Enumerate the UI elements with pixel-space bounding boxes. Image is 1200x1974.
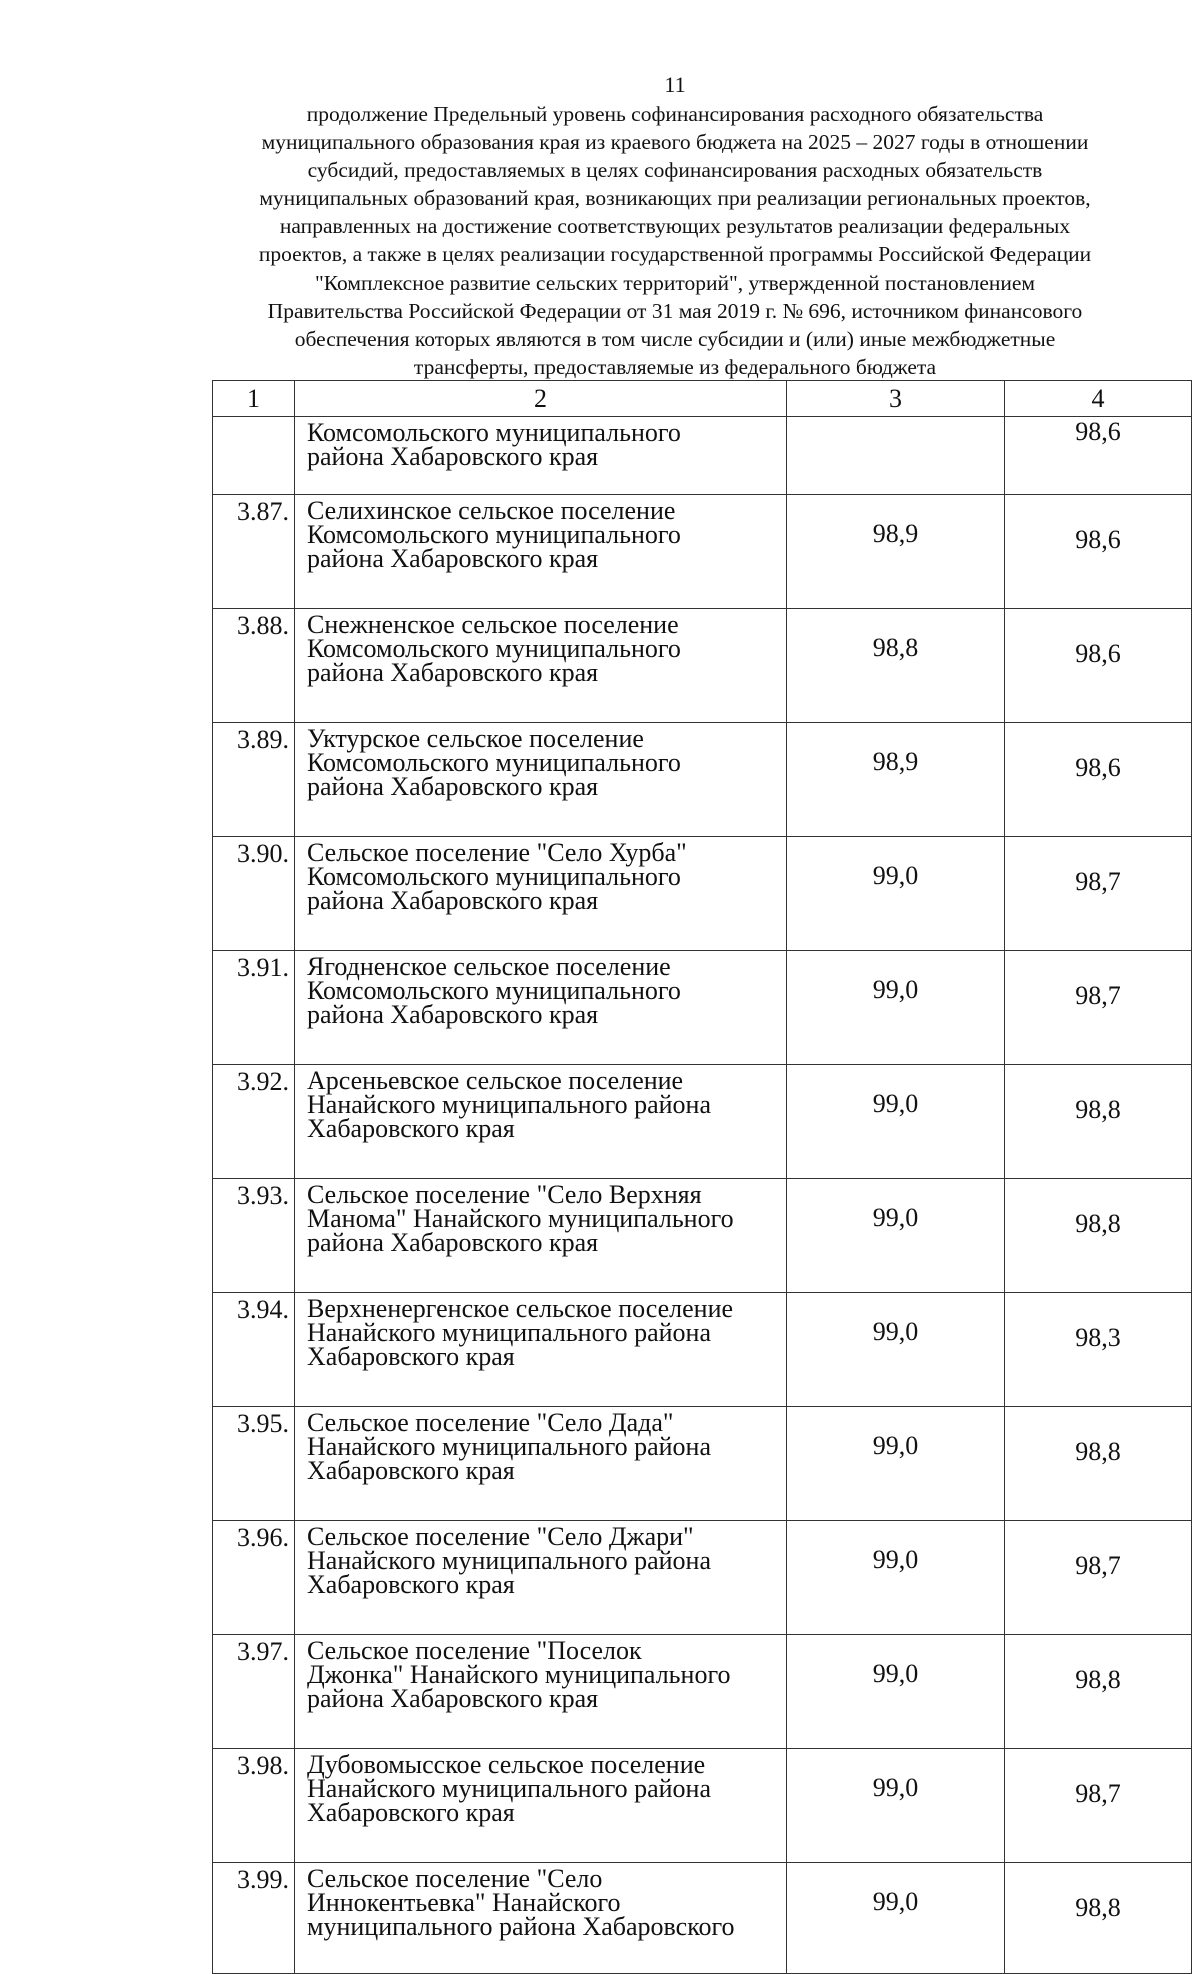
- municipality-name-line: Хабаровского края: [307, 1570, 515, 1599]
- row-number: 3.99.: [213, 1863, 295, 1974]
- municipality-name-line: Арсеньевское сельское поселение: [307, 1066, 684, 1095]
- column-header: 2: [295, 381, 787, 417]
- municipality-name-line: Уктурское сельское поселение: [307, 724, 644, 753]
- municipality-name: [295, 1065, 787, 1179]
- municipality-name-line: Манома" Нанайского муниципального: [307, 1204, 734, 1233]
- municipality-name-line: Сельское поселение "Село Хурба": [307, 838, 687, 867]
- municipality-name-line: Хабаровского края: [307, 1114, 515, 1143]
- municipality-name-line: Хабаровского края: [307, 1798, 515, 1827]
- page-number: 11: [664, 72, 686, 97]
- value-col4: 98,7: [1005, 1521, 1192, 1635]
- value-col4: 98,8: [1005, 1179, 1192, 1293]
- table-row: [213, 417, 1192, 495]
- municipality-name-line: Нанайского муниципального района: [307, 1546, 712, 1575]
- municipality-name: [295, 723, 787, 837]
- row-number: 3.97.: [213, 1635, 295, 1749]
- heading-line: муниципального образования края из краевого бюджета на 2025 – 2027 годы в отношении: [261, 130, 1089, 155]
- table-row: [213, 1863, 1192, 1974]
- value-col3: 99,0: [787, 1749, 1005, 1863]
- municipality-name-line: Комсомольского муниципального: [307, 634, 681, 663]
- heading-line: проектов, а также в целях реализации государственной программы Российской Федерации: [258, 242, 1092, 267]
- table-header-row: [213, 381, 1192, 417]
- municipality-name-line: района Хабаровского края: [307, 772, 599, 801]
- value-col4: 98,7: [1005, 951, 1192, 1065]
- municipality-name: [295, 1293, 787, 1407]
- municipality-name-line: Ягодненское сельское поселение: [307, 952, 671, 981]
- table-row: [213, 1521, 1192, 1635]
- value-col3: 99,0: [787, 1407, 1005, 1521]
- municipality-name-line: Сельское поселение "Село Дада": [307, 1408, 674, 1437]
- municipality-name-line: Нанайского муниципального района: [307, 1090, 712, 1119]
- value-col3: 99,0: [787, 1179, 1005, 1293]
- value-col4: 98,7: [1005, 1749, 1192, 1863]
- municipality-name-line: Сельское поселение "Село Верхняя: [307, 1180, 702, 1209]
- row-number: 3.92.: [213, 1065, 295, 1179]
- document-heading: [200, 100, 1150, 381]
- municipality-name-line: Хабаровского края: [307, 1342, 515, 1371]
- table-row: [213, 837, 1192, 951]
- municipality-name-line: района Хабаровского края: [307, 658, 599, 687]
- municipality-name: [295, 1863, 787, 1974]
- value-col4: 98,8: [1005, 1863, 1192, 1974]
- value-col3: 99,0: [787, 1293, 1005, 1407]
- row-number: 3.98.: [213, 1749, 295, 1863]
- value-col4: 98,6: [1005, 417, 1192, 495]
- municipality-name-line: Нанайского муниципального района: [307, 1432, 712, 1461]
- municipality-name: [295, 1521, 787, 1635]
- municipality-name-line: района Хабаровского края: [307, 1000, 599, 1029]
- heading-line: направленных на достижение соответствующих результатов реализации федеральных: [279, 214, 1071, 239]
- value-col4: 98,8: [1005, 1635, 1192, 1749]
- municipality-name-line: Комсомольского муниципального: [307, 418, 681, 447]
- municipality-name-line: Джонка" Нанайского муниципального: [307, 1660, 731, 1689]
- table-row: [213, 1407, 1192, 1521]
- table-row: [213, 1635, 1192, 1749]
- municipality-name-line: района Хабаровского края: [307, 1684, 599, 1713]
- table-row: [213, 951, 1192, 1065]
- row-number: 3.87.: [213, 495, 295, 609]
- value-col3: 98,8: [787, 609, 1005, 723]
- municipality-name: [295, 1635, 787, 1749]
- column-header: 3: [787, 381, 1005, 417]
- row-number: [213, 417, 295, 495]
- column-header: 1: [213, 381, 295, 417]
- row-number: 3.90.: [213, 837, 295, 951]
- municipality-name: [295, 1749, 787, 1863]
- value-col3: 98,9: [787, 723, 1005, 837]
- value-col3: 99,0: [787, 1635, 1005, 1749]
- municipality-name-line: Нанайского муниципального района: [307, 1774, 712, 1803]
- municipality-name-line: района Хабаровского края: [307, 544, 599, 573]
- row-number: 3.89.: [213, 723, 295, 837]
- heading-line: субсидий, предоставляемых в целях софинансирования расходных обязательств: [307, 158, 1043, 183]
- table-row: [213, 1179, 1192, 1293]
- value-col4: 98,8: [1005, 1065, 1192, 1179]
- heading-line: трансферты, предоставляемые из федерального бюджета: [413, 354, 937, 379]
- value-col4: 98,7: [1005, 837, 1192, 951]
- municipality-name-line: Верхненергенское сельское поселение: [307, 1294, 734, 1323]
- table-row: [213, 609, 1192, 723]
- municipality-name: [295, 495, 787, 609]
- municipality-name: [295, 609, 787, 723]
- municipality-name: [295, 417, 787, 495]
- value-col3: 99,0: [787, 1863, 1005, 1974]
- table-row: [213, 495, 1192, 609]
- municipality-name-line: Сельское поселение "Поселок: [307, 1636, 642, 1665]
- table-row: [213, 723, 1192, 837]
- municipality-name-line: района Хабаровского края: [307, 1228, 599, 1257]
- municipality-name-line: Комсомольского муниципального: [307, 976, 681, 1005]
- table-row: [213, 1293, 1192, 1407]
- row-number: 3.88.: [213, 609, 295, 723]
- value-col3: 99,0: [787, 837, 1005, 951]
- municipality-name-line: Дубовомысское сельское поселение: [307, 1750, 706, 1779]
- municipality-name: [295, 837, 787, 951]
- value-col4: 98,8: [1005, 1407, 1192, 1521]
- municipality-name-line: Иннокентьевка" Нанайского: [307, 1888, 621, 1917]
- heading-line: обеспечения которых являются в том числе субсидии и (или) иные межбюджетные: [294, 326, 1056, 351]
- table-row: [213, 1065, 1192, 1179]
- municipality-name-line: Комсомольского муниципального: [307, 862, 681, 891]
- municipality-name-line: Комсомольского муниципального: [307, 520, 681, 549]
- municipality-name-line: Сельское поселение "Село Джари": [307, 1522, 694, 1551]
- heading-line: "Комплексное развитие сельских территорий", утвержденной постановлением: [314, 270, 1036, 295]
- value-col3: 99,0: [787, 1521, 1005, 1635]
- column-header: 4: [1005, 381, 1192, 417]
- municipality-name: [295, 1407, 787, 1521]
- cofinancing-table: [212, 380, 1192, 1974]
- value-col3: 99,0: [787, 1065, 1005, 1179]
- municipality-name-line: Сельское поселение "Село: [307, 1864, 603, 1893]
- municipality-name-line: Комсомольского муниципального: [307, 748, 681, 777]
- value-col4: 98,6: [1005, 495, 1192, 609]
- heading-line: продолжение Предельный уровень софинансирования расходного обязательства: [306, 102, 1044, 126]
- municipality-name-line: района Хабаровского края: [307, 442, 599, 471]
- value-col3: [787, 417, 1005, 495]
- municipality-name: [295, 951, 787, 1065]
- municipality-name-line: района Хабаровского края: [307, 886, 599, 915]
- value-col3: 99,0: [787, 951, 1005, 1065]
- municipality-name-line: Снежненское сельское поселение: [307, 610, 679, 639]
- municipality-name-line: Хабаровского края: [307, 1456, 515, 1485]
- row-number: 3.91.: [213, 951, 295, 1065]
- municipality-name-line: Нанайского муниципального района: [307, 1318, 712, 1347]
- table-row: [213, 1749, 1192, 1863]
- value-col4: 98,6: [1005, 723, 1192, 837]
- municipality-name-line: муниципального района Хабаровского: [307, 1912, 735, 1941]
- row-number: 3.96.: [213, 1521, 295, 1635]
- row-number: 3.94.: [213, 1293, 295, 1407]
- value-col3: 98,9: [787, 495, 1005, 609]
- heading-line: муниципальных образований края, возникающих при реализации региональных проектов,: [259, 186, 1091, 211]
- heading-line: Правительства Российской Федерации от 31 мая 2019 г. № 696, источником финансового: [267, 298, 1083, 323]
- row-number: 3.93.: [213, 1179, 295, 1293]
- value-col4: 98,3: [1005, 1293, 1192, 1407]
- municipality-name-line: Селихинское сельское поселение: [307, 496, 676, 525]
- value-col4: 98,6: [1005, 609, 1192, 723]
- row-number: 3.95.: [213, 1407, 295, 1521]
- municipality-name: [295, 1179, 787, 1293]
